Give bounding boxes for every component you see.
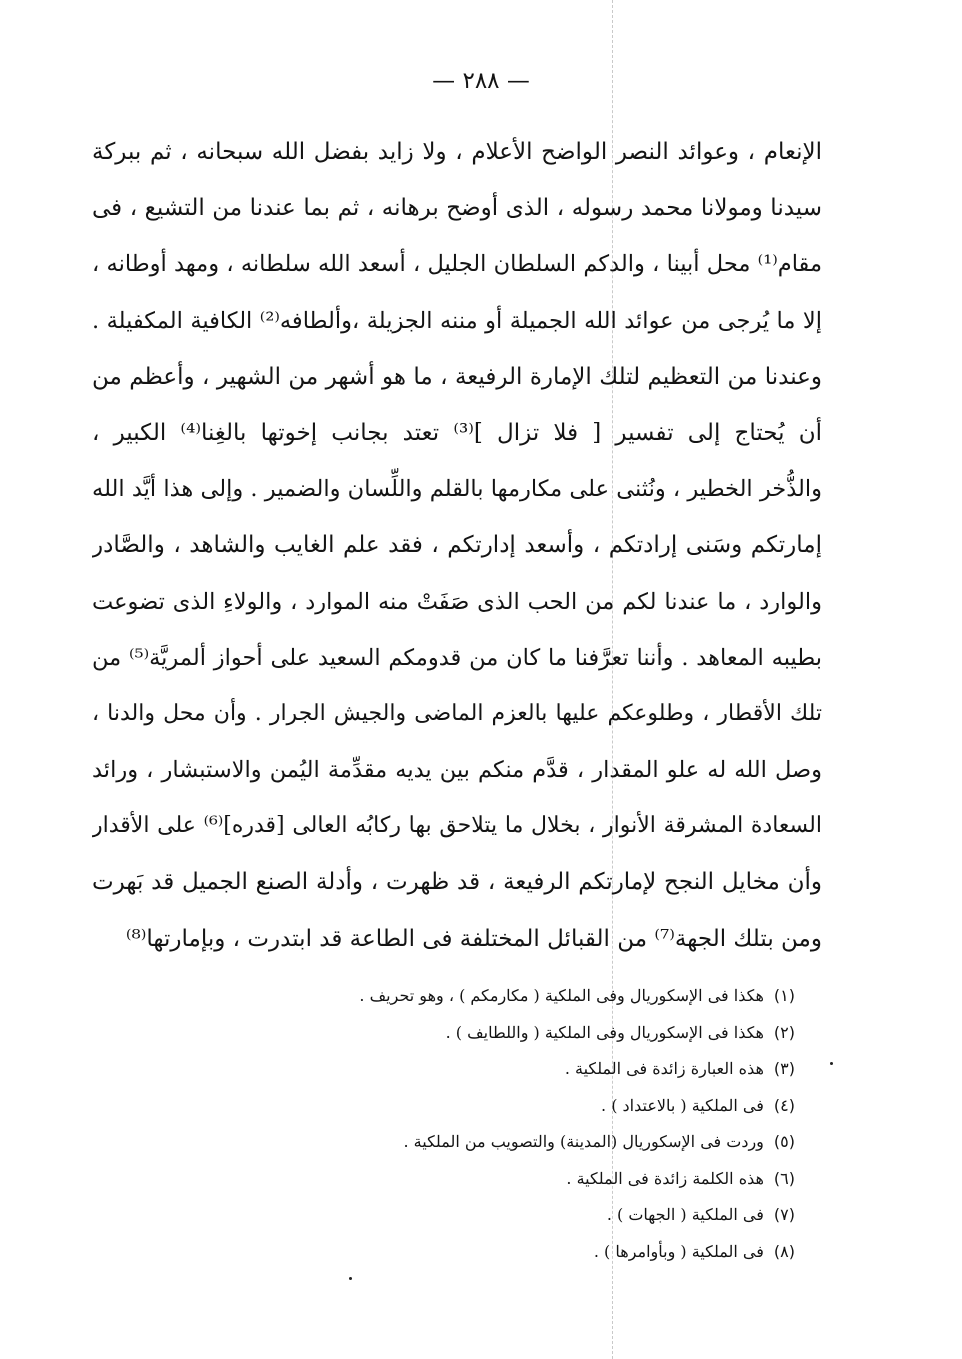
footnote-text: هذه الكلمة زائدة فى الملكية . — [566, 1168, 764, 1188]
footnote-text: فى الملكية ( بالاعتداد ) . — [601, 1095, 764, 1115]
text-line: وأن مخايل النجح لإمارتكم الرفيعة ، قد ظهرت ، وأدلة الصنع الجميل قد بَهرت — [92, 869, 822, 896]
text-line: إمارتكم وسَنى إرادتكم ، وأسعد إدارتكم ، فقد علم الغايب والشاهد ، والصَّادر — [92, 532, 822, 559]
text-line: تلك الأقطار ، وطلوعكم عليها بالعزم الماضى والجيش الجرار . وأن محل والدنا ، — [92, 700, 822, 726]
footnote-number: (٨) — [773, 1241, 795, 1261]
footnote-text: هذه العبارة زائدة فى الملكية . — [564, 1059, 764, 1078]
footnote-number: (٢) — [773, 1022, 795, 1042]
text-line: والوارد ، ما عندنا لكم من الحب الذى صَفَتْ منه الموارد ، والولاءِ الذى تضوعت — [92, 588, 822, 615]
footnote-text: فى الملكية ( الجهات ) . — [606, 1205, 764, 1224]
footnote — [300, 1088, 795, 1125]
footnote-number: (٥) — [773, 1132, 795, 1151]
footnote — [300, 1234, 795, 1271]
text-line: والذُّخر الخطير ، ونُثنى على مكارمها بالقلم واللِّسان والضمير . وإلى هذا أيَّد الله — [92, 476, 822, 503]
text-line: سيدنا ومولانا محمد رسوله ، الذى أوضح برهانه ، ثم بما عندنا من التشيع ، فى — [92, 195, 822, 222]
text-line: الإنعام ، وعوائد النصر الواضح الأعلام ، ولا زايد بفضل الله سبحانه ، ثم ببركة — [92, 139, 822, 165]
footnote-number: (٤) — [773, 1095, 795, 1115]
footnote-text: هكذا فى الإسكوريال وفى الملكية ( واللطايف ) . — [445, 1022, 764, 1042]
text-line: بطيبه المعاهد . وأننا تعرَّفنا ما كان من قدومكم السعيد على أحواز ألمريَّة⁽⁵⁾ من — [92, 644, 822, 671]
footnote-text: وردت فى الإسكوريال (المدينة) والتصويب من الملكية . — [403, 1132, 764, 1151]
page-number: — ٢٨٨ — — [432, 68, 530, 94]
text-line: إلا ما يُرجى من عوائد الله الجميلة أو مننه الجزيلة ،وألطافه⁽²⁾ الكافية المكفيلة . — [92, 307, 822, 334]
text-line: مقام⁽¹⁾ محل أبينا ، والدكم السلطان الجليل ، أسعد الله سلطانه ، ومهد أوطانه ، — [92, 251, 822, 278]
footnote-text: هكذا فى الإسكوريال وفى الملكية ( مكارمكم ) ، وهو تحريف . — [359, 986, 764, 1005]
footnote-number: (١) — [773, 986, 795, 1005]
footnote — [300, 1015, 795, 1052]
footnote — [300, 978, 795, 1015]
body-text — [92, 124, 822, 967]
footnote-number: (٣) — [773, 1059, 795, 1078]
footnote — [300, 1197, 795, 1234]
scan-speck — [349, 1277, 352, 1280]
text-line: السعادة المشرقة الأنوار ، بخلال ما يتلاحق بها ركابُه العالى [قدره]⁽⁶⁾ على الأقدار — [92, 813, 822, 839]
footnote-number: (٦) — [773, 1168, 795, 1188]
footnote — [300, 1124, 795, 1161]
scan-speck — [830, 1062, 833, 1065]
footnote-number: (٧) — [773, 1205, 795, 1224]
footnotes — [300, 978, 795, 1270]
footnote — [300, 1051, 795, 1088]
text-line: وعندنا من التعظيم لتلك الإمارة الرفيعة ، ما هو أشهر من الشهير ، وأعظم من — [92, 363, 822, 390]
text-line: ومن بتلك الجهة⁽⁷⁾ من القبائل المختلفة فى الطاعة قد ابتدرت ، وبإمارتها⁽⁸⁾ — [125, 925, 822, 952]
footnote-text: فى الملكية ( وبأوامرها ) . — [593, 1241, 764, 1261]
footnote — [300, 1161, 795, 1198]
text-line: أن يُحتاج إلى تفسير [ فلا تزال ]⁽³⁾ تعتد بجانب إخوتها بالغِنا⁽⁴⁾ الكبير ، — [92, 419, 822, 446]
text-line: وصل الله له علو المقدار ، قدَّم منكم بين يديه مقدِّمة اليُمن والاستبشار ، ورائد — [92, 757, 822, 784]
